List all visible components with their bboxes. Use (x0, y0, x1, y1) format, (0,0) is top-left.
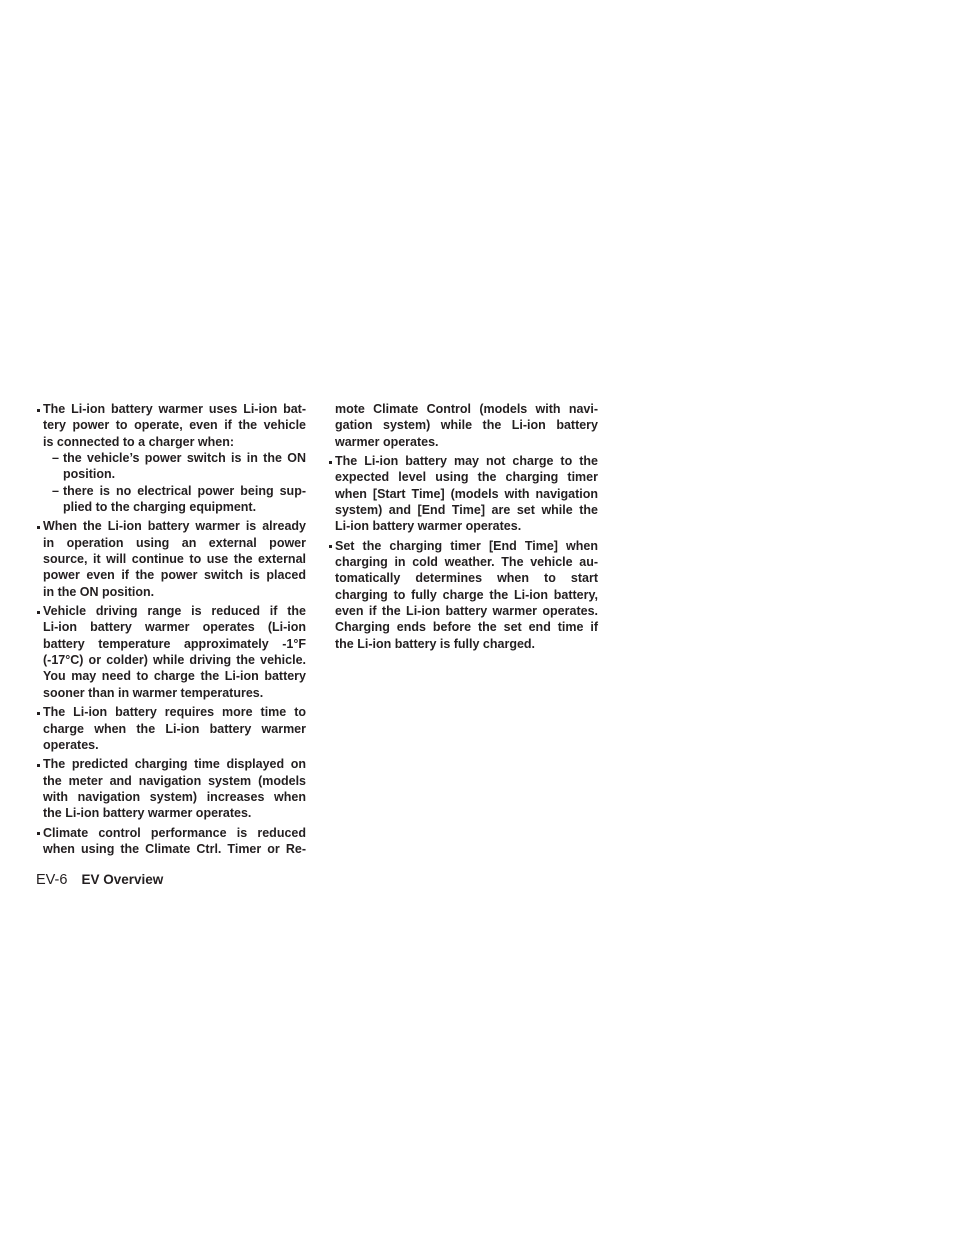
text-line: Set the charging timer [End Time] when (335, 538, 598, 553)
bullet-marker (329, 461, 332, 464)
text-line: power even if the power switch is placed (43, 568, 306, 583)
continued-item (335, 401, 598, 450)
bullet-marker (37, 409, 40, 412)
text-line: Li-ion battery warmer operates. (335, 519, 522, 534)
left-column (43, 401, 306, 857)
text-line: the meter and navigation system (models (43, 773, 306, 788)
text-line: The Li-ion battery may not charge to the (335, 454, 598, 469)
bullet-marker (37, 832, 40, 835)
text-line: Vehicle driving range is reduced if the (43, 604, 306, 619)
bullet-item (43, 704, 306, 753)
text-line: You may need to charge the Li-ion battery (43, 669, 306, 684)
sub-item (43, 483, 306, 516)
page-footer (36, 871, 163, 889)
right-column (335, 401, 598, 652)
text-line: The Li-ion battery warmer uses Li-ion bat- (43, 402, 306, 416)
dash-marker: – (52, 483, 59, 498)
text-line: source, it will continue to use the external (43, 552, 306, 567)
bullet-item (43, 825, 306, 858)
text-line: tery power to operate, even if the vehicle (43, 418, 306, 433)
bullet-marker (37, 764, 40, 767)
text-line: The predicted charging time displayed on (43, 757, 306, 772)
text-line: in the ON position. (43, 584, 155, 599)
dash-marker: – (52, 450, 59, 465)
text-line: plied to the charging equipment. (63, 499, 257, 514)
text-line: the vehicle’s power switch is in the ON (63, 450, 306, 465)
bullet-marker (37, 526, 40, 529)
text-line: the Li-ion battery is fully charged. (335, 636, 536, 651)
text-line: sooner than in warmer temperatures. (43, 685, 264, 700)
text-line: charging to fully charge the Li-ion battery, (335, 587, 598, 602)
text-line: position. (63, 467, 116, 482)
section-title: EV Overview (81, 872, 164, 887)
text-line: even if the Li-ion battery warmer operates. (335, 604, 598, 619)
text-line: Climate control performance is reduced (43, 825, 306, 840)
text-line: warmer operates. (335, 434, 439, 449)
text-line: operates. (43, 737, 99, 752)
text-line: Li-ion battery warmer operates (Li-ion (43, 620, 306, 635)
bullet-marker (37, 611, 40, 614)
bullet-marker (329, 545, 332, 548)
bullet-item (43, 518, 306, 600)
bullet-item (43, 603, 306, 701)
text-line: system) and [End Time] are set while the (335, 503, 598, 518)
text-line: there is no electrical power being sup- (63, 483, 306, 498)
text-line: battery temperature approximately -1°F (43, 636, 306, 651)
text-line: tomatically determines when to start (335, 571, 598, 586)
text-line: mote Climate Control (models with navi- (335, 402, 598, 416)
text-line: charging in cold weather. The vehicle au- (335, 555, 598, 570)
text-line: the Li-ion battery warmer operates. (43, 806, 252, 821)
text-line: is connected to a charger when: (43, 434, 235, 449)
page-number: EV-6 (36, 872, 68, 888)
text-line: in operation using an external power (43, 535, 306, 550)
text-line: when using the Climate Ctrl. Timer or Re- (43, 842, 306, 856)
sub-item (43, 450, 306, 483)
text-line: with navigation system) increases when (43, 789, 306, 804)
text-line: charge when the Li-ion battery warmer (43, 721, 306, 736)
bullet-marker (37, 712, 40, 715)
bullet-item (335, 453, 598, 535)
text-line: (-17°C) or colder) while driving the vehicle. (43, 653, 306, 668)
text-line: when [Start Time] (models with navigation (335, 486, 598, 501)
text-line: gation system) while the Li-ion battery (335, 418, 598, 433)
text-line: When the Li-ion battery warmer is already (43, 519, 306, 534)
bullet-item (43, 401, 306, 515)
text-line: expected level using the charging timer (335, 470, 598, 485)
bullet-item (335, 538, 598, 652)
text-line: The Li-ion battery requires more time to (43, 705, 306, 720)
bullet-item (43, 756, 306, 821)
text-line: Charging ends before the set end time if (335, 620, 598, 635)
